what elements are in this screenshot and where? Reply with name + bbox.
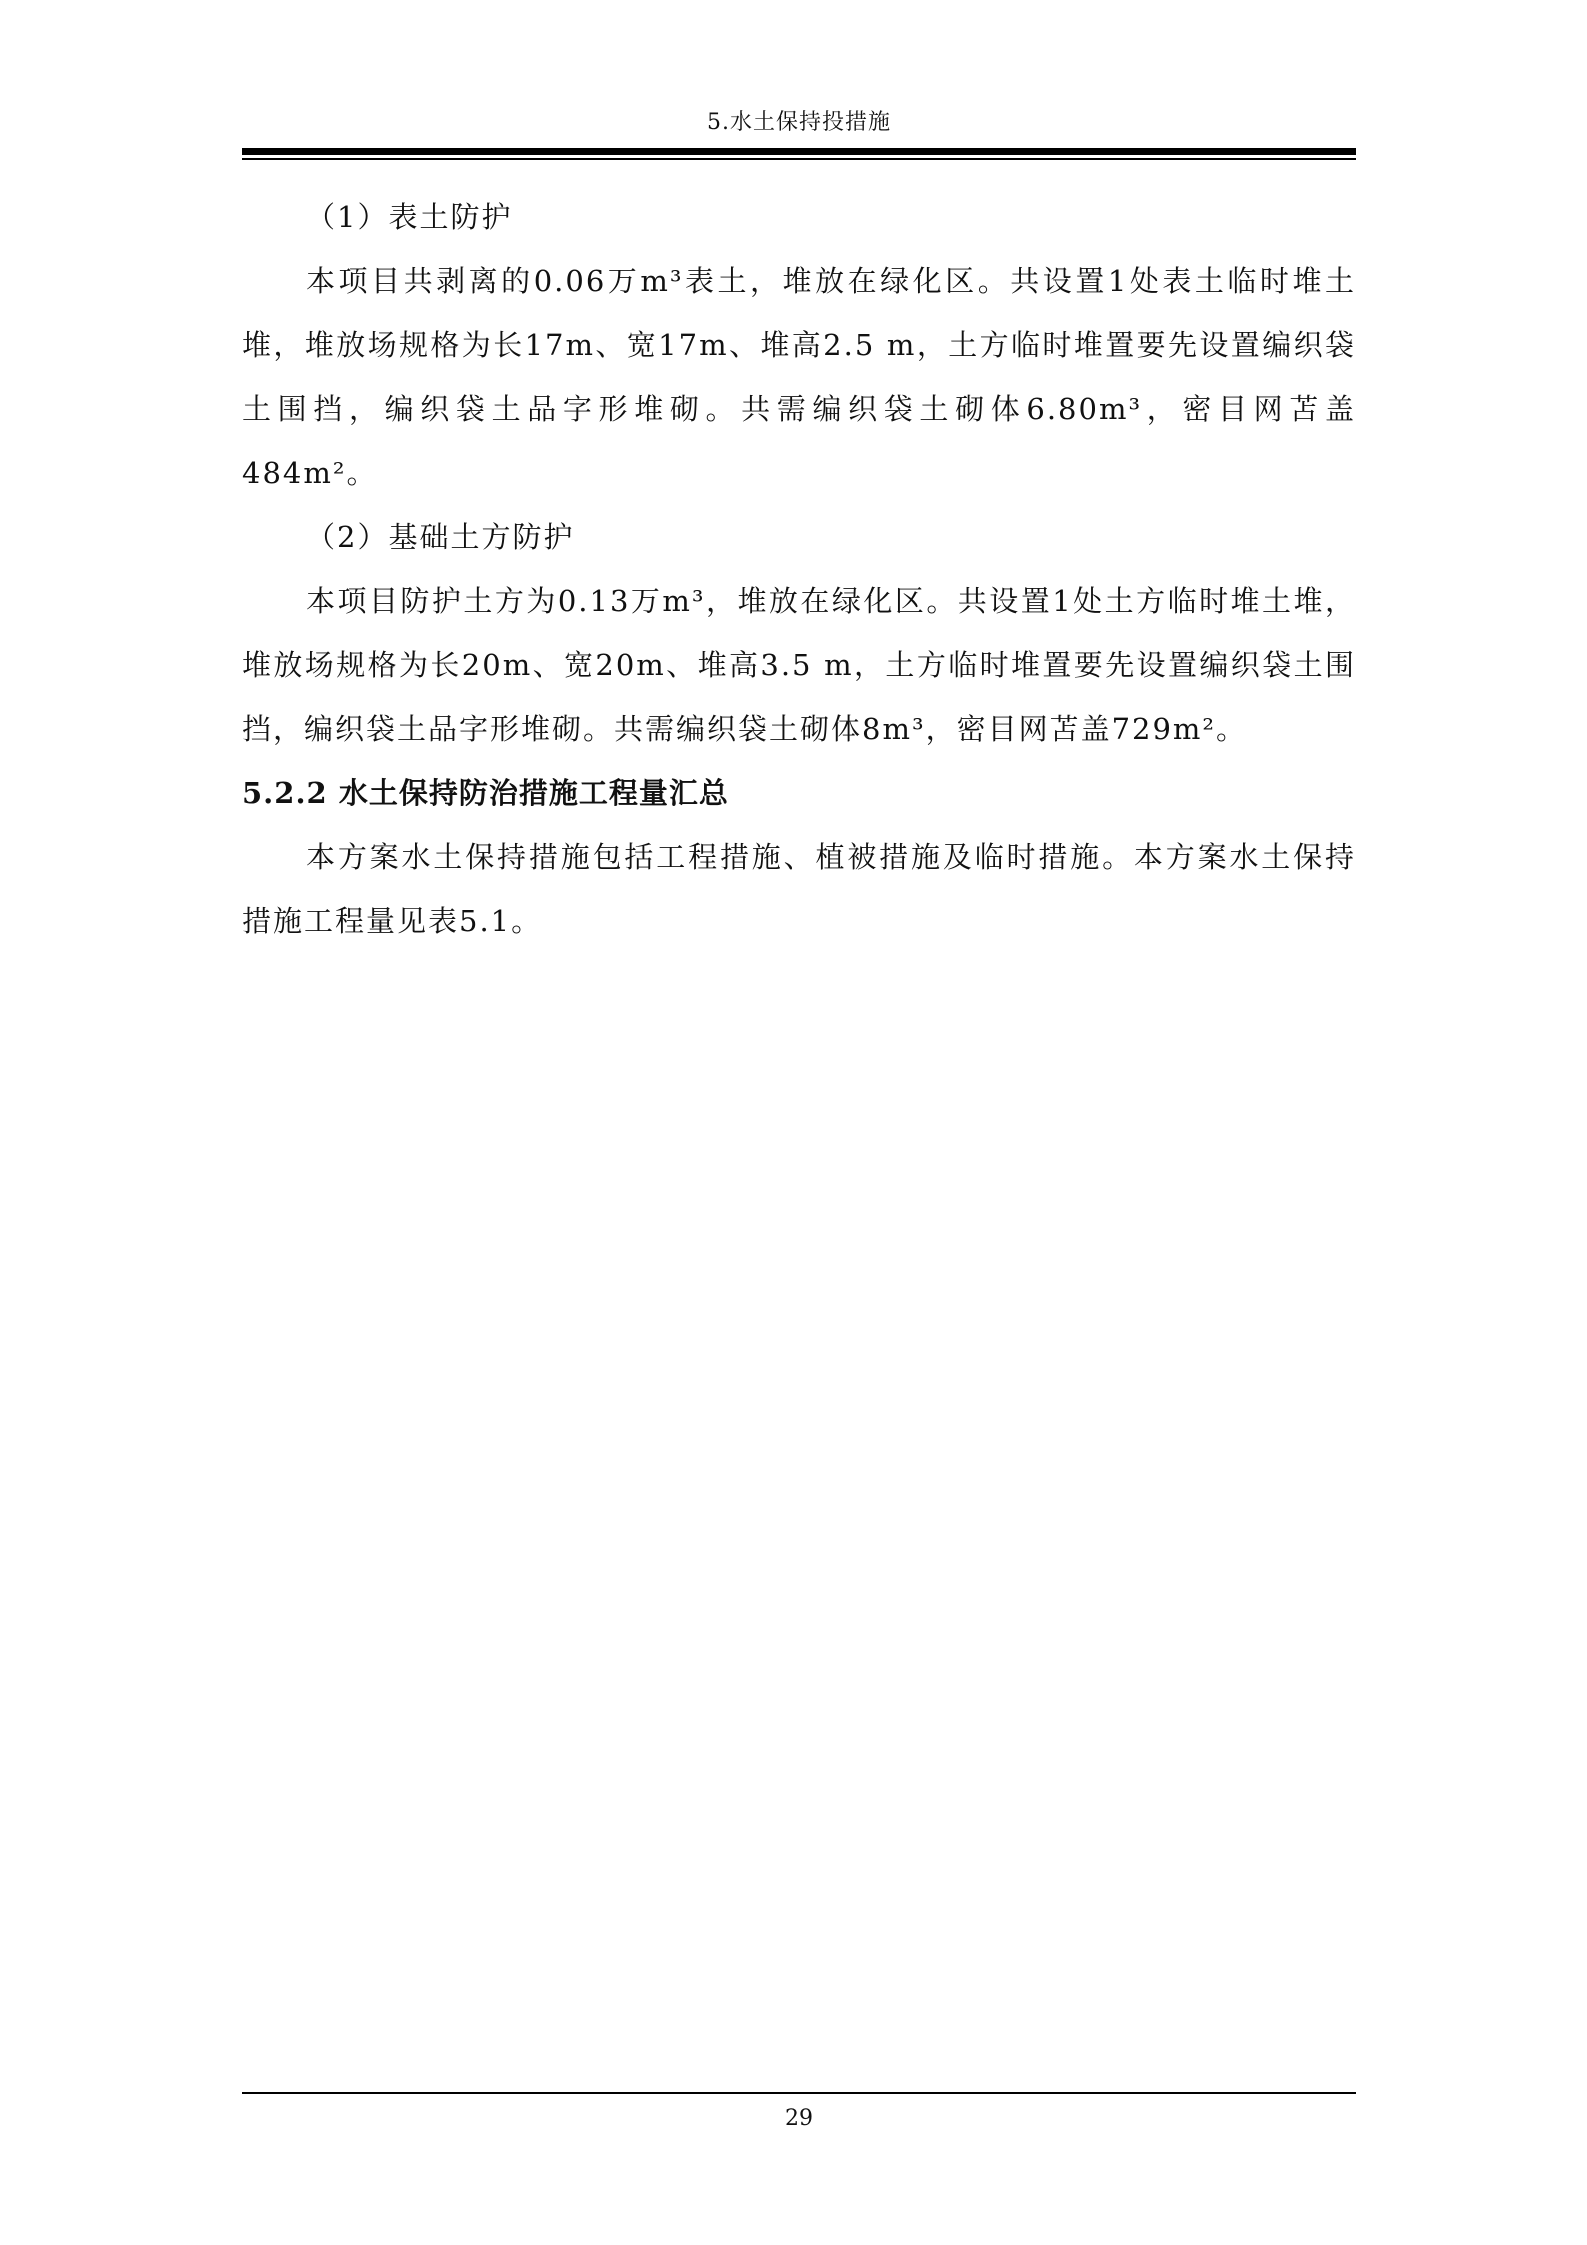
header-rule-thin: [242, 158, 1356, 160]
running-header: 5.水土保持投措施: [707, 110, 891, 135]
paragraph-foundation-earthwork-protection: 本项目防护土方为0.13万m³，堆放在绿化区。共设置1处土方临时堆土堆，堆放场规格为长20m、宽20m、堆高3.5 m，土方临时堆置要先设置编织袋土围挡，编织袋土品字形堆砌。共需编织袋土砌体8m³，密目网苫盖729m²。: [242, 584, 1356, 746]
subheading-topsoil-protection: （1）表土防护: [306, 200, 513, 234]
page-body: [242, 185, 1356, 953]
paragraph-topsoil-protection: 本项目共剥离的0.06万m³表土，堆放在绿化区。共设置1处表土临时堆土堆，堆放场规格为长17m、宽17m、堆高2.5 m，土方临时堆置要先设置编织袋土围挡，编织袋土品字形堆砌。共需编织袋土砌体6.80m³，密目网苫盖484m²。: [242, 264, 1356, 490]
subheading-foundation-earthwork-protection: （2）基础土方防护: [306, 520, 575, 554]
section-heading-5-2-2: 5.2.2 水土保持防治措施工程量汇总: [242, 776, 729, 810]
header-rule-thick: [242, 148, 1356, 155]
paragraph-measures-summary: 本方案水土保持措施包括工程措施、植被措施及临时措施。本方案水土保持措施工程量见表5.1。: [242, 840, 1356, 938]
footer-rule: [242, 2092, 1356, 2094]
page-number: 29: [785, 2106, 813, 2131]
